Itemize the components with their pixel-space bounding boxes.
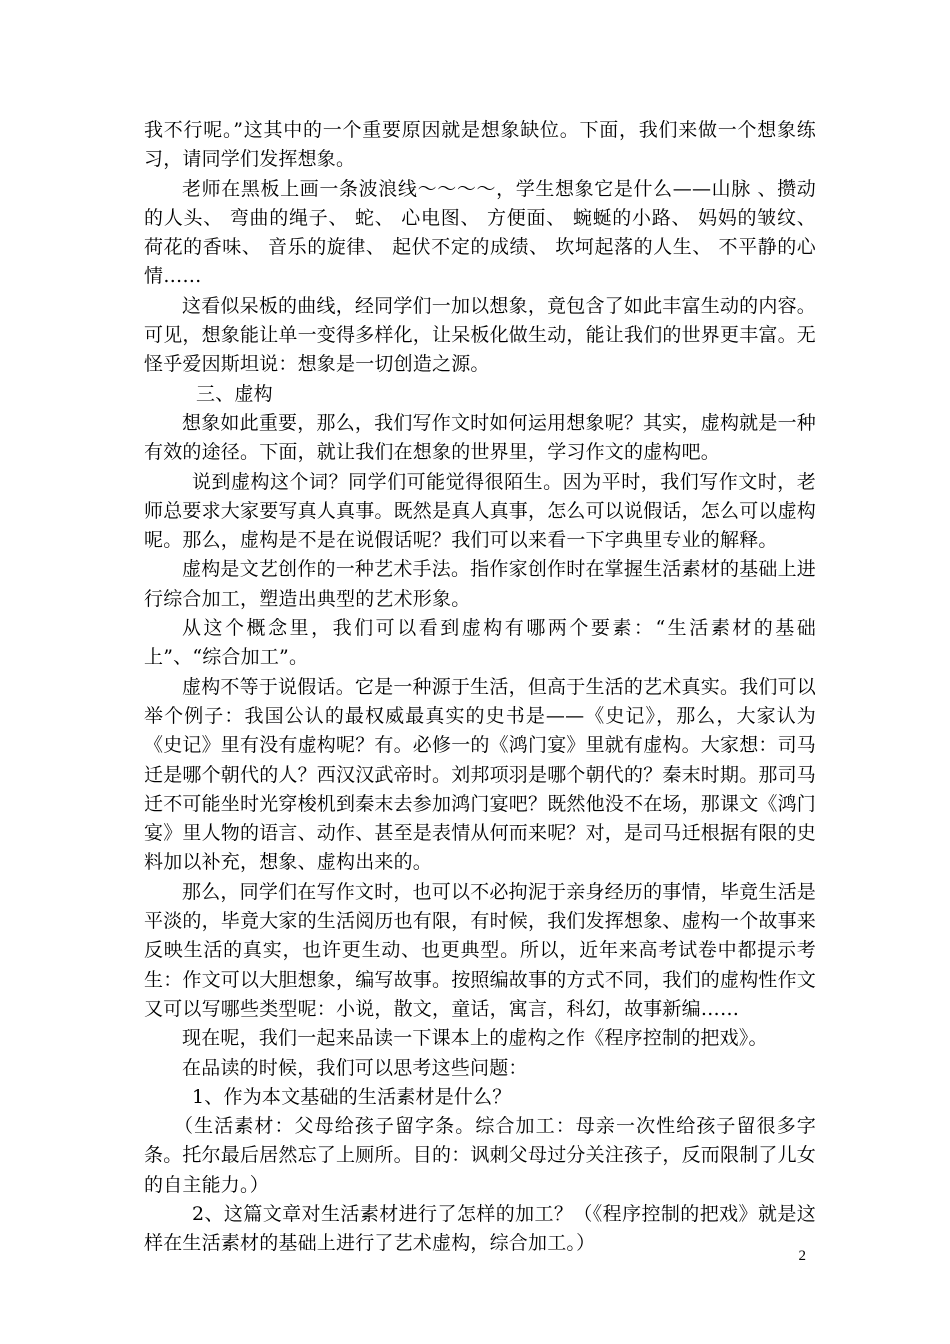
paragraph-1: 我不行呢。”这其中的一个重要原因就是想象缺位。下面，我们来做一个想象练习，请同学们发挥想象。 [144,119,816,171]
paragraph-6: 说到虚构这个词？同学们可能觉得很陌生。因为平时，我们写作文时，老师总要求大家要写真人真事。既然是真人真事，怎么可以说假话，怎么可以虚构呢。那么，虚构是不是在说假话呢？我们可以来看一下字典里专业的解释。 [144,470,817,552]
section-heading: 三、虚构 [196,382,273,405]
paragraph-2: 老师在黑板上画一条波浪线～～～～，学生想象它是什么——山脉 、攒动的人头、 弯曲的绳子、 蛇、 心电图、 方便面、 蜿蜒的小路、 妈妈的皱纹、 荷花的香味、 音乐的旋律、 起伏不定的成绩、 坎坷起落的人生、 不平静的心情…… [144,177,816,288]
question-2: 2、这篇文章对生活素材进行了怎样的加工？（《程序控制的把戏》就是这样在生活素材的基础上进行了艺术虚构，综合加工。） [144,1202,816,1255]
paragraph-10: 那么，同学们在写作文时，也可以不必拘泥于亲身经历的事情，毕竟生活是平淡的，毕竟大家的生活阅历也有限，有时候，我们发挥想象、虚构一个故事来反映生活的真实，也许更生动、也更典型。所以，近年来高考试卷中都提示考生：作文可以大胆想象，编写故事。按照编故事的方式不同，我们的虚构性作文又可以写哪些类型呢：小说，散文，童话，寓言，科幻，故事新编…… [144,880,817,1020]
paragraph-8: 从这个概念里，我们可以看到虚构有哪两个要素：“生活素材的基础上”、“综合加工”。 [144,617,816,669]
paragraph-12: 在品读的时候，我们可以思考这些问题： [182,1056,528,1079]
answer-1: （生活素材：父母给孩子留字条。综合加工：母亲一次性给孩子留很多字条。托尔最后居然忘了上厕所。目的：讽刺父母过分关注孩子，反而限制了儿女的自主能力。） [144,1115,817,1196]
page-number: 2 [798,1248,806,1264]
question-1: 1、作为本文基础的生活素材是什么？ [192,1085,512,1108]
paragraph-7: 虚构是文艺创作的一种艺术手法。指作家创作时在掌握生活素材的基础上进行综合加工，塑造出典型的艺术形象。 [144,558,816,610]
paragraph-3: 这看似呆板的曲线，经同学们一加以想象，竟包含了如此丰富生动的内容。可见，想象能让单一变得多样化，让呆板化做生动，能让我们的世界更丰富。无怪乎爱因斯坦说：想象是一切创造之源。 [144,294,817,376]
paragraph-5: 想象如此重要，那么，我们写作文时如何运用想象呢？其实，虚构就是一种有效的途径。下面，就让我们在想象的世界里，学习作文的虚构吧。 [144,411,816,464]
paragraph-9: 虚构不等于说假话。它是一种源于生活，但高于生活的艺术真实。我们可以举个例子：我国公认的最权威最真实的史书是——《史记》，那么，大家认为《史记》里有没有虚构呢？有。必修一的《鸿门宴》里就有虚构。大家想：司马迁是哪个朝代的人？西汉汉武帝时。刘邦项羽是哪个朝代的？秦末时期。那司马迁不可能坐时光穿梭机到秦末去参加鸿门宴吧？既然他没不在场，那课文《鸿门宴》里人物的语言、动作、甚至是表情从何而来呢？对，是司马迁根据有限的史料加以补充，想象、虚构出来的。 [144,675,817,874]
paragraph-11: 现在呢，我们一起来品读一下课本上的虚构之作《程序控制的把戏》。 [182,1027,768,1050]
document-body [144,116,816,1259]
